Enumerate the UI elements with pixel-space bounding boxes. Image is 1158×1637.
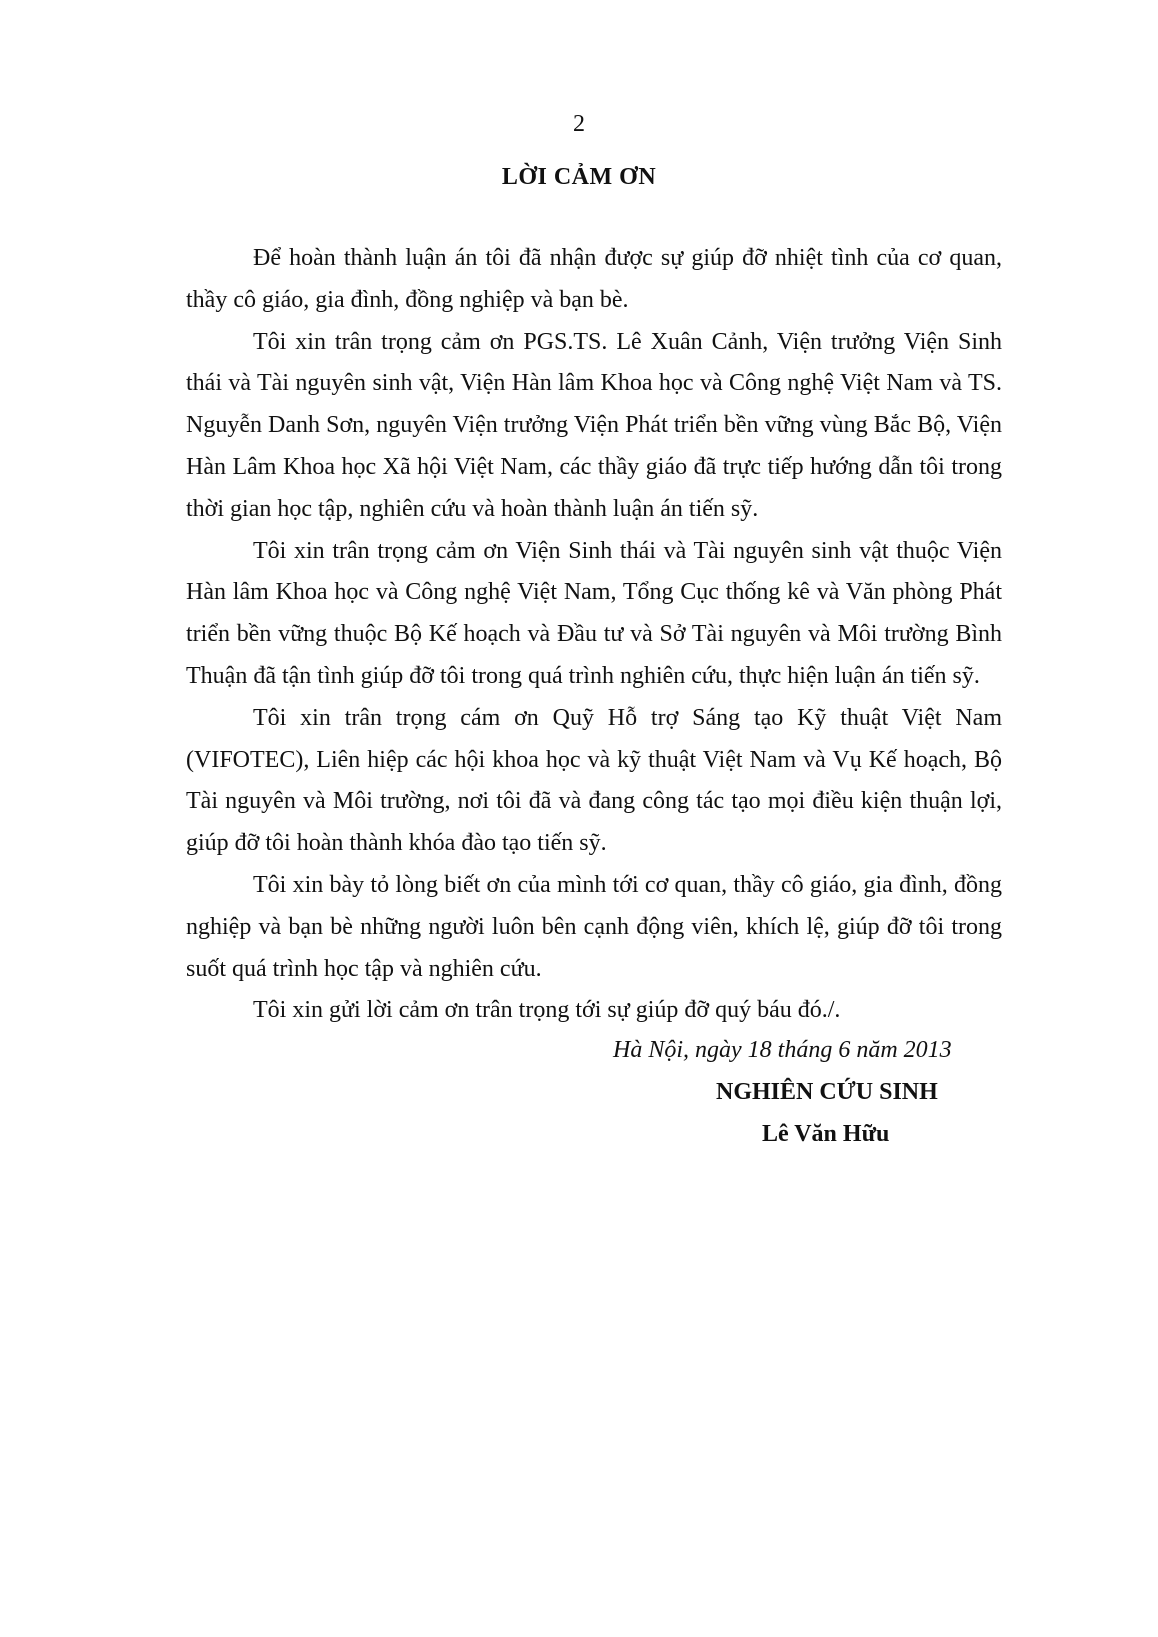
page-title: LỜI CẢM ƠN — [501, 164, 657, 190]
signature-name: Lê Văn Hữu — [762, 1121, 890, 1147]
page-number: 2 — [573, 111, 585, 137]
paragraph-2: Tôi xin trân trọng cảm ơn PGS.TS. Lê Xuân Cảnh, Viện trưởng Viện Sinh thái và Tài nguyên sinh vật, Viện Hàn lâm Khoa học và Công nghệ Việt Nam và TS. Nguyễn Danh Sơn, nguyên Viện trưởng Viện Phát triển bền vững vùng Bắc Bộ, Viện Hàn Lâm Khoa học Xã hội Việt Nam, các thầy giáo đã trực tiếp hướng dẫn tôi trong thời gian học tập, nghiên cứu và hoàn thành luận án tiến sỹ. — [186, 328, 1002, 522]
paragraph-6: Tôi xin gửi lời cảm ơn trân trọng tới sự giúp đỡ quý báu đó./. — [253, 997, 841, 1024]
paragraph-3: Tôi xin trân trọng cảm ơn Viện Sinh thái và Tài nguyên sinh vật thuộc Viện Hàn lâm Khoa học và Công nghệ Việt Nam, Tổng Cục thống kê và Văn phòng Phát triển bền vững thuộc Bộ Kế hoạch và Đầu tư và Sở Tài nguyên và Môi trường Bình Thuận đã tận tình giúp đỡ tôi trong quá trình nghiên cứu, thực hiện luận án tiến sỹ. — [186, 537, 1002, 689]
acknowledgement-body — [186, 238, 1002, 1032]
paragraph-5: Tôi xin bày tỏ lòng biết ơn của mình tới cơ quan, thầy cô giáo, gia đình, đồng nghiệp và bạn bè những người luôn bên cạnh động viên, khích lệ, giúp đỡ tôi trong suốt quá trình học tập và nghiên cứu. — [186, 871, 1002, 982]
signature-date: Hà Nội, ngày 18 tháng 6 năm 2013 — [613, 1037, 952, 1063]
paragraph-4: Tôi xin trân trọng cám ơn Quỹ Hỗ trợ Sáng tạo Kỹ thuật Việt Nam (VIFOTEC), Liên hiệp các hội khoa học và kỹ thuật Việt Nam và Vụ Kế hoạch, Bộ Tài nguyên và Môi trường, nơi tôi đã và đang công tác tạo mọi điều kiện thuận lợi, giúp đỡ tôi hoàn thành khóa đào tạo tiến sỹ. — [186, 704, 1002, 857]
paragraph-1: Để hoàn thành luận án tôi đã nhận được sự giúp đỡ nhiệt tình của cơ quan, thầy cô giáo, gia đình, đồng nghiệp và bạn bè. — [186, 245, 1002, 313]
signature-role: NGHIÊN CỨU SINH — [716, 1079, 938, 1105]
